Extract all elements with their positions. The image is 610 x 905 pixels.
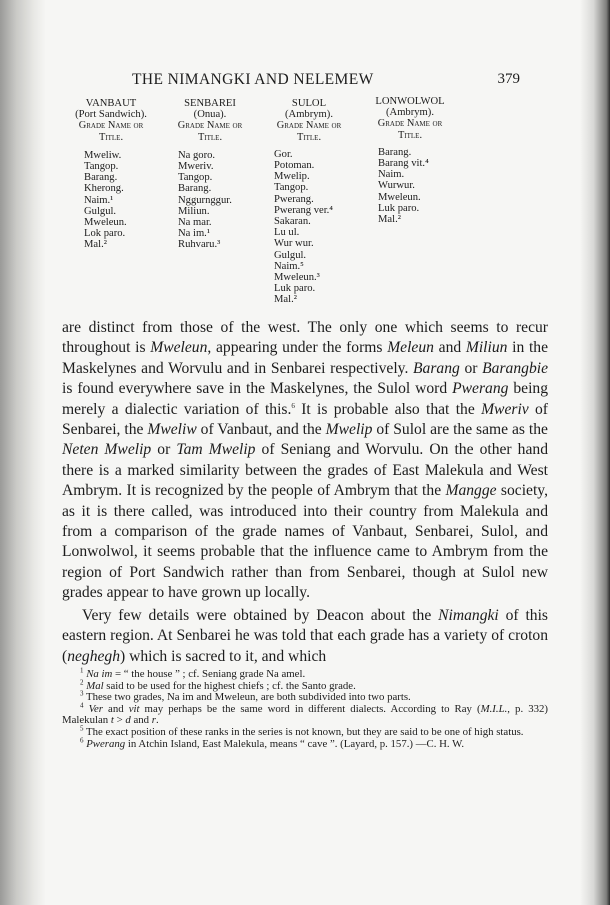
grade-name: Mal.² — [274, 294, 297, 306]
grade-column-sulol — [262, 98, 356, 306]
grade-name: Barang. — [378, 146, 412, 158]
page-edge-shadow-left — [0, 0, 46, 905]
grade-name: Sakaran. — [274, 216, 311, 228]
footnote: $^2$ Mal said to be used for the highest chiefs ; cf. the Santo grade. — [80, 678, 356, 692]
grade-list — [160, 150, 260, 251]
footnote: $^6$ Pwerang in Atchin Island, East Malekula, means “ cave ”. (Layard, p. 157.) —C. H. W. — [80, 735, 465, 750]
column-subheading: Grade Name or — [377, 118, 443, 130]
grade-name: Luk paro. — [274, 283, 316, 295]
grade-name: Wur wur. — [274, 238, 314, 250]
grade-name: Naim.¹ — [84, 194, 114, 206]
page-edge-shadow-right — [580, 0, 610, 905]
grade-name: Barang. — [84, 172, 118, 184]
grade-name: Lu ul. — [274, 227, 300, 239]
column-subheading: Grade Name or — [78, 120, 144, 132]
footnote: $^4$ Ver and vit may perhaps be the same word in different dialects. According to Ray (M.I.L., p. 332) Malekulan t > d and r. — [62, 701, 548, 727]
column-heading: SULOL — [291, 98, 327, 109]
grade-name: Gulgul. — [84, 205, 117, 217]
grade-name: Pwerang ver.⁴ — [274, 204, 333, 216]
grade-column-senbarei — [160, 98, 260, 251]
grade-name: Mweleun.³ — [274, 272, 320, 284]
grade-name: Luk paro. — [378, 202, 420, 214]
column-heading: VANBAUT — [85, 98, 137, 109]
grade-name: Na goro. — [178, 149, 216, 161]
grade-name: Pwerang. — [274, 193, 314, 205]
paragraph: Very few details were obtained by Deacon about the Nimangki of this eastern region. At Senbarei he was told that each grade has a variety of croton (neghegh) which is sacred to it, and which — [62, 606, 548, 665]
column-heading: LONWOLWOL — [375, 96, 445, 107]
grade-name: Mweleun. — [378, 191, 421, 203]
grade-name: Nggurnggur. — [178, 194, 232, 206]
column-subheading: Title. — [197, 131, 223, 143]
column-region: (Ambrym). — [386, 107, 434, 119]
grade-name: Gulgul. — [274, 249, 307, 261]
column-subheading: Title. — [98, 131, 124, 143]
grade-name: Ruhvaru.³ — [178, 239, 221, 251]
body-text — [62, 318, 548, 667]
footnotes — [62, 666, 548, 750]
grade-name: Mweriv. — [178, 161, 214, 173]
grade-column-lonwolwol — [358, 96, 462, 225]
column-subheading: Grade Name or — [177, 120, 243, 132]
footnote: $^3$ These two grades, Na im and Mweleun, are both subdivided into two parts. — [80, 689, 411, 704]
column-region: (Ambrym). — [285, 109, 333, 121]
column-subheading: Grade Name or — [276, 120, 342, 132]
grade-name: Potoman. — [274, 160, 315, 172]
grade-list — [358, 147, 462, 225]
footnote: $^1$ Na im = “ the house ” ; cf. Seniang grade Na amel. — [80, 666, 306, 680]
grade-name: Tangop. — [274, 182, 309, 194]
column-heading: SENBAREI — [184, 98, 236, 109]
footnote-ref: 6 — [291, 401, 295, 410]
column-subheading: Title. — [397, 129, 423, 141]
grade-name: Mal.² — [378, 214, 401, 226]
grade-name: Kherong. — [84, 183, 124, 195]
grade-name: Barang vit.⁴ — [378, 158, 429, 170]
grade-name: Mal.² — [84, 239, 107, 251]
grade-name: Naim.⁵ — [274, 260, 304, 272]
grade-name: Lok paro. — [84, 228, 126, 240]
grade-name: Wurwur. — [378, 180, 415, 192]
grade-name: Tangop. — [84, 161, 119, 173]
grade-name: Naim. — [378, 169, 405, 181]
grade-name: Miliun. — [178, 205, 210, 217]
grade-name: Na im.¹ — [178, 228, 211, 240]
grade-name: Na mar. — [178, 217, 212, 229]
grade-name: Tangop. — [178, 172, 213, 184]
grade-name: Mweliw. — [84, 149, 122, 161]
running-title: THE NIMANGKI AND NELEMEW — [132, 71, 374, 88]
footnote: $^5$ The exact position of these ranks in the series is not known, but they are said to be one of high status. — [80, 724, 524, 738]
grade-name: Gor. — [274, 148, 293, 160]
running-header — [120, 71, 520, 93]
paragraph: are distinct from those of the west. The only one which seems to recur throughout is Mweleun, appearing under the forms Meleun and Miliun in the Maskelynes and Worvulu and in Senbarei respectively. Barang or Barangbie is found everywhere save in the Maskelynes, the Sulol word Pwerang being merely a dialectic variation of this.$^6$ It is probable also that the Mweriv of Senbarei, the Mweliw of Vanbaut, and the Mwelip of Sulol are the same as the Neten Mwelip or Tam Mwelip of Seniang and Worvulu. On the other hand there is a marked similarity between the grades of East Malekula and West Ambrym. It is recognized by the people of Ambrym that the Mangge society, as it is there called, was introduced into their country from Malekula and from a comparison of the grade names of Vanbaut, Senbarei, Sulol, and Lonwolwol, it seems probable that the influence came to Ambrym from the region of Port Sandwich rather than from Senbarei, though at Sulol new grades appear to have grown up locally. — [62, 319, 549, 602]
grade-list — [62, 150, 160, 251]
column-region: (Onua). — [193, 109, 227, 121]
page-number: 379 — [497, 71, 520, 87]
grade-name: Barang. — [178, 183, 212, 195]
column-subheading: Title. — [296, 131, 322, 143]
column-region: (Port Sandwich). — [75, 109, 147, 121]
grade-list — [262, 149, 356, 306]
grade-name: Mweleun. — [84, 217, 127, 229]
grade-name: Mwelip. — [274, 171, 310, 183]
grade-column-vanbaut — [62, 98, 160, 251]
